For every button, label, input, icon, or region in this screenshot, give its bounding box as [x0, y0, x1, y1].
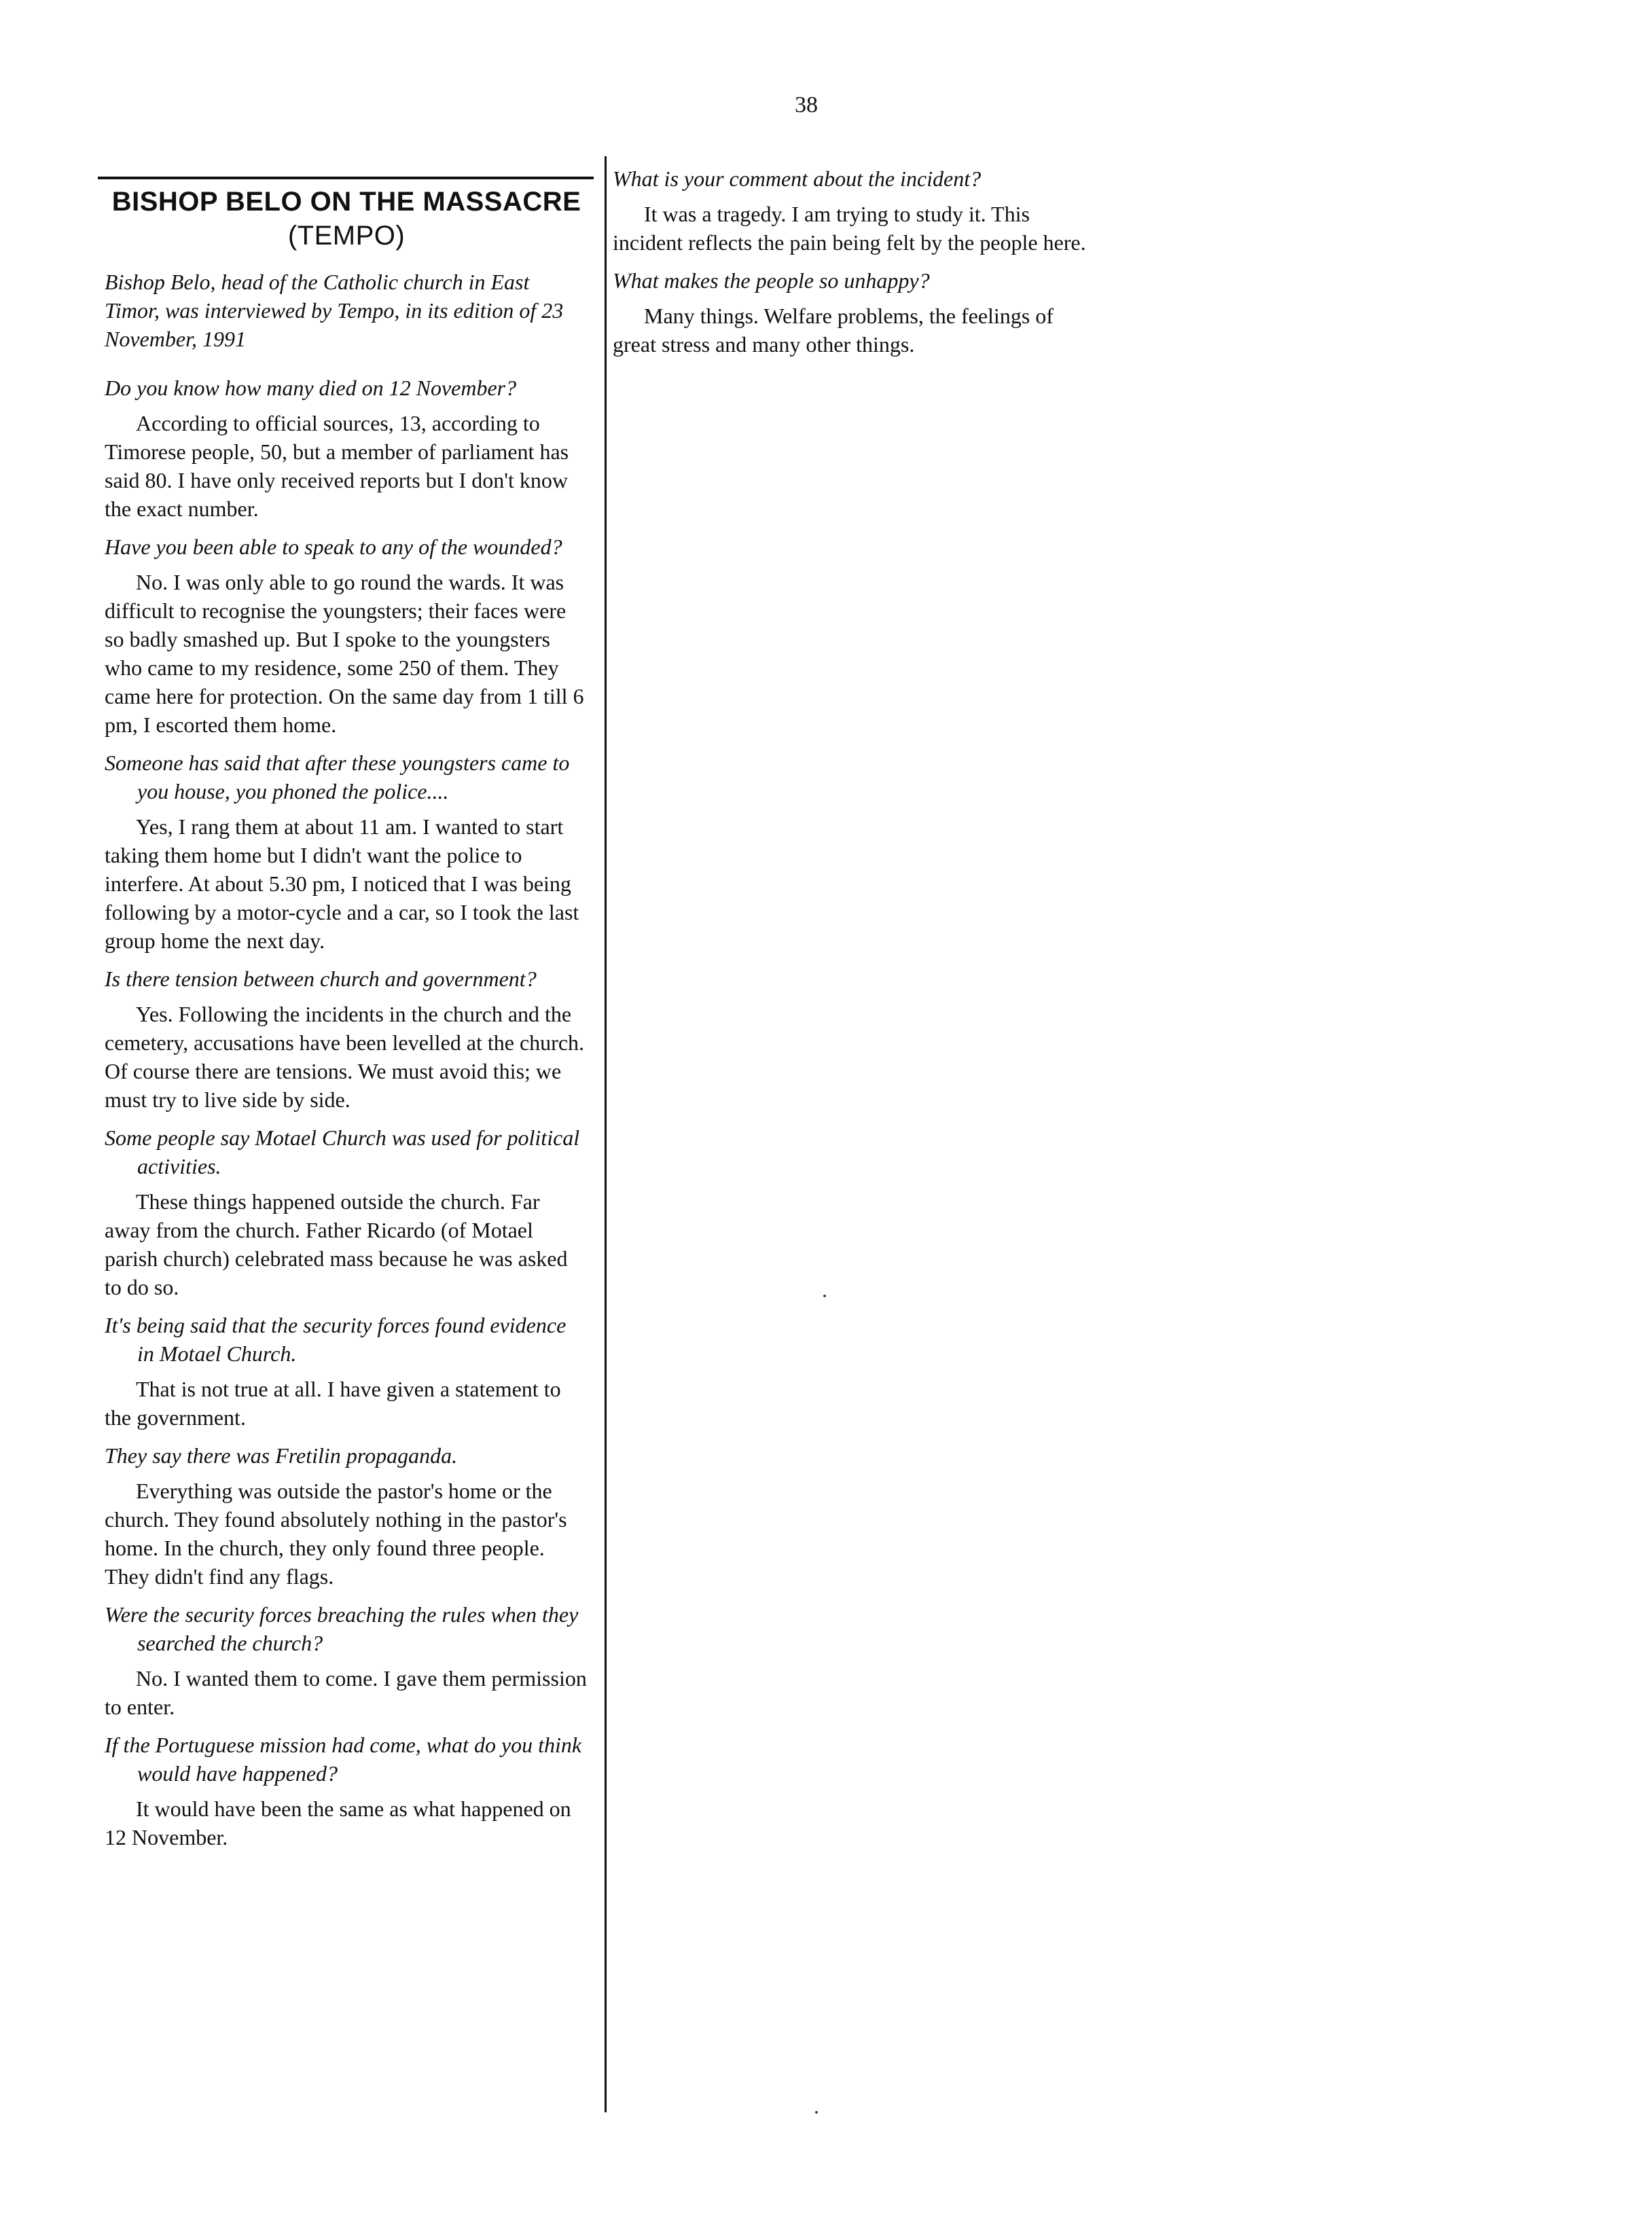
column-divider [605, 156, 607, 2112]
answer: That is not true at all. I have given a statement to the government. [105, 1377, 561, 1430]
headline-source: (TEMPO) [287, 221, 406, 251]
article-headline [105, 185, 588, 253]
question: Were the security forces breaching the rules when they searched the church? [105, 1602, 579, 1655]
answer: It was a tragedy. I am trying to study it. This incident reflects the pain being felt by the people here. [613, 202, 1086, 255]
answer: These things happened outside the church. Far away from the church. Father Ricardo (of Motael parish church) celebrated mass because he was asked to do so. [105, 1189, 568, 1299]
answer: Yes. Following the incidents in the church and the cemetery, accusations have been levelled at the church. Of course there are tensions. We must avoid this; we must try to live side by side. [105, 1002, 585, 1112]
answer: No. I wanted them to come. I gave them permission to enter. [105, 1666, 587, 1719]
answer: According to official sources, 13, according to Timorese people, 50, but a member of parliament has said 80. I have only received reports but I don't know the exact number. [105, 411, 569, 521]
right-column [613, 164, 1088, 368]
answer: It would have been the same as what happened on 12 November. [105, 1796, 571, 1849]
answer: Everything was outside the pastor's home or the church. They found absolutely nothing in the pastor's home. In the church, they only found three people. They didn't find any flags. [105, 1479, 567, 1589]
question: It's being said that the security forces found evidence in Motael Church. [105, 1313, 567, 1366]
question: Do you know how many died on 12 November? [105, 376, 517, 400]
question: What makes the people so unhappy? [613, 268, 930, 293]
left-column [105, 167, 588, 1861]
question: Some people say Motael Church was used for political activities. [105, 1125, 580, 1178]
scan-speck [815, 2111, 818, 2114]
answer: No. I was only able to go round the wards. It was difficult to recognise the youngsters; their faces were so badly smashed up. But I spoke to the youngsters who came to my residence, some 250 of them. They came here for protection. On the same day from 1 till 6 pm, I escorted them home. [105, 570, 584, 737]
headline-main: BISHOP BELO ON THE MASSACRE [111, 187, 581, 217]
question: If the Portuguese mission had come, what do you think would have happened? [105, 1733, 582, 1786]
scan-speck [823, 1295, 826, 1297]
question: They say there was Fretilin propaganda. [105, 1443, 458, 1468]
question: What is your comment about the incident? [613, 166, 982, 191]
article-intro: Bishop Belo, head of the Catholic church in East Timor, was interviewed by Tempo, in its edition of 23 November, 1991 [105, 270, 564, 351]
answer: Yes, I rang them at about 11 am. I wanted to start taking them home but I didn't want the police to interfere. At about 5.30 pm, I noticed that I was being following by a motor-cycle and a car, so I took the last group home the next day. [105, 814, 579, 953]
page-number: 38 [795, 92, 818, 118]
answer: Many things. Welfare problems, the feelings of great stress and many other things. [613, 304, 1054, 357]
question: Have you been able to speak to any of the wounded? [105, 535, 562, 559]
question: Someone has said that after these youngsters came to you house, you phoned the police.... [105, 751, 570, 803]
question: Is there tension between church and government? [105, 967, 537, 991]
